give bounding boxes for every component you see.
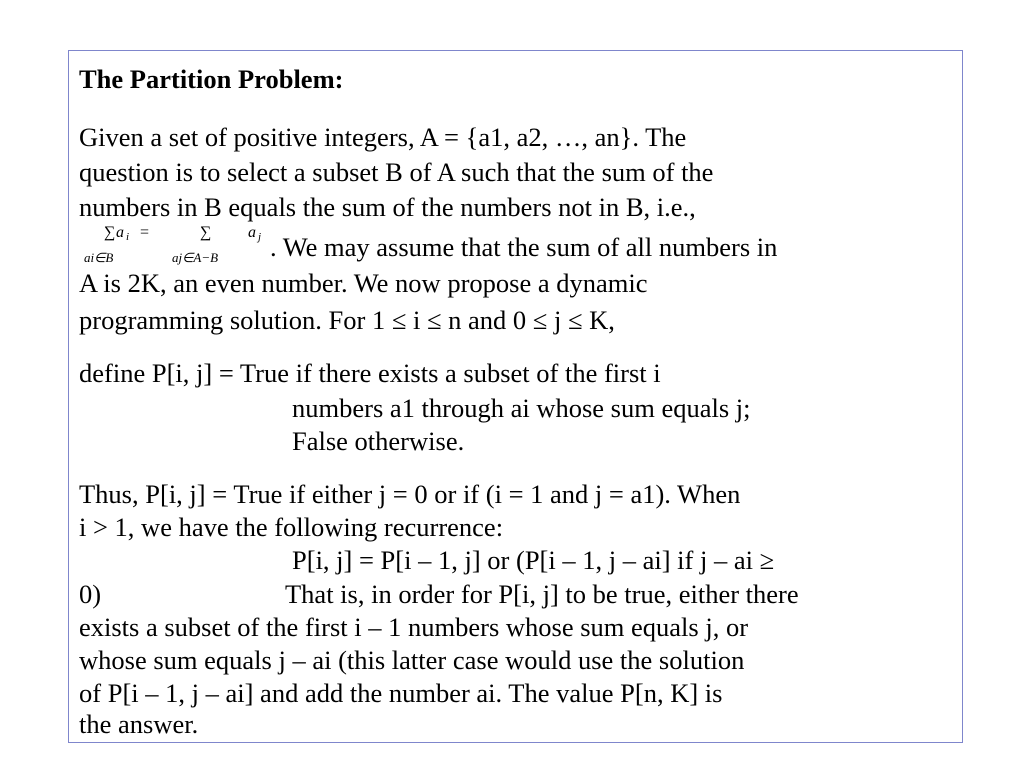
def-line-2: numbers a1 through ai whose sum equals j; — [292, 393, 751, 423]
right-var-sub: j — [258, 231, 262, 243]
formula-equals: = — [140, 224, 150, 241]
def-line-1: define P[i, j] = True if there exists a subset of the first i — [79, 358, 661, 388]
left-var: a — [116, 224, 124, 241]
p1-line-5: A is 2K, an even number. We now propose a dynamic — [79, 268, 648, 298]
p1-line-1: Given a set of positive integers, A = {a1, a2, …, an}. The — [79, 122, 687, 152]
p3-line-6: whose sum equals j – ai (this latter case would use the solution — [79, 645, 745, 675]
p3-line-2: i > 1, we have the following recurrence: — [79, 512, 504, 542]
recurrence-line: P[i, j] = P[i – 1, j] or (P[i – 1, j – ai] if j – ai ≥ — [292, 545, 775, 575]
slide-title: The Partition Problem: — [79, 64, 344, 94]
right-condition: aj∈A−B — [172, 250, 219, 265]
p3-line-1: Thus, P[i, j] = True if either j = 0 or if (i = 1 and j = a1). When — [79, 479, 741, 509]
def-line-3: False otherwise. — [292, 426, 465, 456]
p3-line-4b: That is, in order for P[i, j] to be true, either there — [285, 579, 799, 609]
right-var: a — [248, 224, 256, 241]
left-var-sub: i — [126, 231, 130, 243]
sum-sign-right: ∑ — [200, 224, 212, 241]
p1-line-4: . We may assume that the sum of all numbers in — [270, 232, 778, 262]
partition-sum-formula — [80, 224, 280, 272]
p1-line-6: programming solution. For 1 ≤ i ≤ n and 0 ≤ j ≤ K, — [79, 305, 615, 335]
p1-line-2: question is to select a subset B of A such that the sum of the — [79, 157, 714, 187]
p3-line-4a: 0) — [79, 579, 102, 609]
p3-line-8: the answer. — [79, 709, 199, 739]
left-condition: ai∈B — [84, 250, 114, 265]
p3-line-5: exists a subset of the first i – 1 numbers whose sum equals j, or — [79, 612, 749, 642]
sum-sign-left: ∑ — [104, 224, 116, 241]
p3-line-7: of P[i – 1, j – ai] and add the number ai. The value P[n, K] is — [79, 678, 723, 708]
p1-line-3: numbers in B equals the sum of the numbers not in B, i.e., — [79, 192, 696, 222]
